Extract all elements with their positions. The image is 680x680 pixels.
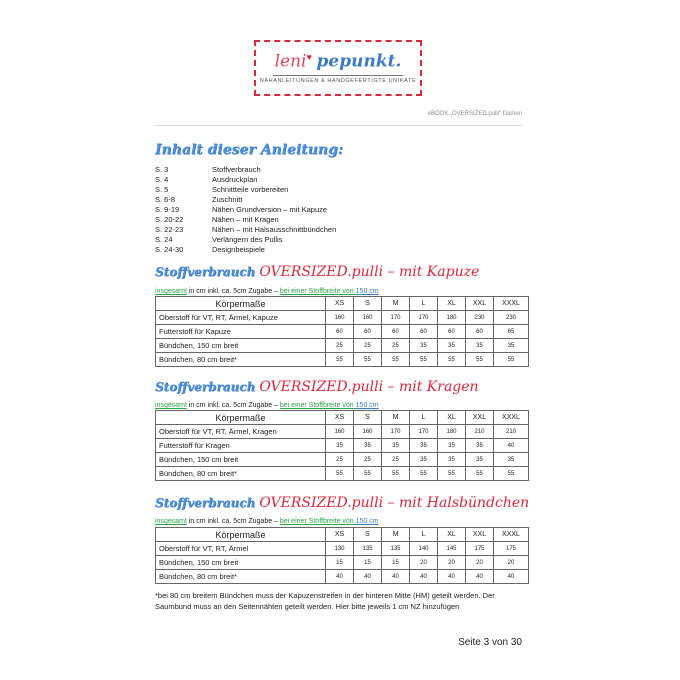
row-label: Oberstoff für VT, RT, Ärmel, Kragen [156, 425, 326, 439]
row-value: 170 [410, 311, 438, 325]
section-name: OVERSIZED.pulli – mit Kragen [259, 379, 479, 395]
table-header-row [156, 411, 529, 425]
header-size: XL [438, 297, 466, 311]
header-body-measure: Körpermaße [156, 528, 326, 542]
header-size: S [354, 528, 382, 542]
fabric-note [155, 402, 379, 409]
toc-text: Designbeispiele [212, 245, 265, 254]
row-value: 60 [326, 325, 354, 339]
row-value: 20 [438, 556, 466, 570]
toc-item [155, 175, 336, 185]
row-value: 60 [382, 325, 410, 339]
table-row [156, 439, 529, 453]
row-value: 180 [438, 311, 466, 325]
row-value: 55 [494, 353, 529, 367]
row-label: Bündchen, 150 cm breit [156, 339, 326, 353]
fabric-table [155, 296, 529, 367]
row-value: 230 [494, 311, 529, 325]
section-name: OVERSIZED.pulli – mit Halsbündchen [259, 495, 530, 511]
row-value: 40 [494, 439, 529, 453]
row-value: 35 [382, 439, 410, 453]
header-size: XS [326, 528, 354, 542]
toc-page: S. 5 [155, 185, 169, 194]
note-text: in cm inkl. ca. 5cm Zugabe – [186, 402, 280, 409]
row-value: 35 [410, 339, 438, 353]
table-row [156, 353, 529, 367]
footnote: *bei 80 cm breitem Bündchen muss der Kapuzenstreifen in der hinteren Mitte (HM) geteilt werden. Der Saumbund muss an den Seitennähten geteilt werden. Hier bitte jeweils 1 cm NZ hinzufügen [155, 591, 495, 611]
row-value: 40 [494, 570, 529, 584]
heart-icon: ♥ [306, 52, 312, 62]
fabric-note [155, 288, 379, 295]
row-label: Bündchen, 80 cm breit* [156, 467, 326, 481]
toc-page: S. 9-19 [155, 205, 180, 214]
section-heading [155, 494, 529, 512]
table-row [156, 453, 529, 467]
row-value: 15 [326, 556, 354, 570]
row-value: 55 [354, 467, 382, 481]
row-value: 25 [382, 453, 410, 467]
section-label: Stoffverbrauch [155, 380, 256, 394]
row-value: 170 [382, 311, 410, 325]
row-value: 40 [382, 570, 410, 584]
row-value: 175 [466, 542, 494, 556]
row-value: 55 [438, 467, 466, 481]
row-value: 135 [382, 542, 410, 556]
toc-text: Verlängern des Pullis [212, 235, 283, 244]
note-total: insgesamt [155, 518, 187, 525]
row-value: 40 [438, 570, 466, 584]
row-value: 135 [354, 542, 382, 556]
row-label: Futterstoff für Kapuze [156, 325, 326, 339]
row-value: 35 [438, 453, 466, 467]
row-value: 25 [326, 339, 354, 353]
row-value: 40 [326, 570, 354, 584]
section-heading [155, 378, 479, 396]
header-body-measure: Körpermaße [156, 297, 326, 311]
fabric-table [155, 410, 529, 481]
header-size: S [354, 297, 382, 311]
row-value: 55 [466, 353, 494, 367]
toc-text: Nähen – mit Kragen [212, 215, 279, 224]
note-width: bei einer Stoffbreite von [279, 288, 356, 295]
row-value: 160 [326, 311, 354, 325]
row-value: 55 [326, 353, 354, 367]
header-divider [155, 125, 523, 126]
toc-page: S. 22-23 [155, 225, 184, 234]
header-size: XXL [466, 297, 494, 311]
row-value: 35 [466, 339, 494, 353]
header-size: XXL [466, 528, 494, 542]
header-size: XXXL [494, 411, 529, 425]
section-label: Stoffverbrauch [155, 496, 256, 510]
section-label: Stoffverbrauch [155, 265, 256, 279]
row-value: 55 [438, 353, 466, 367]
toc-page: S. 24 [155, 235, 173, 244]
header-size: XXXL [494, 528, 529, 542]
toc-item [155, 165, 336, 175]
toc-text: Ausdruckplan [212, 175, 258, 184]
note-text: in cm inkl. ca. 5cm Zugabe – [186, 518, 280, 525]
header-body-measure: Körpermaße [156, 411, 326, 425]
row-value: 210 [466, 425, 494, 439]
row-value: 170 [410, 425, 438, 439]
toc-text: Nähen Grundversion – mit Kapuze [212, 205, 328, 214]
row-value: 35 [438, 339, 466, 353]
row-label: Oberstoff für VT, RT, Ärmel [156, 542, 326, 556]
row-value: 25 [326, 453, 354, 467]
row-value: 140 [410, 542, 438, 556]
row-value: 55 [466, 467, 494, 481]
note-text: in cm inkl. ca. 5cm Zugabe – [186, 288, 280, 295]
table-header-row [156, 297, 529, 311]
logo-wordmark [256, 48, 420, 71]
logo-subtitle: NÄHANLEITUNGEN & HANDGEFERTIGTE UNIKATE [259, 77, 417, 84]
toc-item [155, 245, 336, 255]
note-total: insgesamt [155, 402, 187, 409]
toc-heading: Inhalt dieser Anleitung: [155, 142, 344, 158]
row-value: 35 [466, 453, 494, 467]
row-label: Futterstoff für Kragen [156, 439, 326, 453]
toc-text: Schnittteile vorbereiten [212, 185, 289, 194]
toc-page: S. 24-30 [155, 245, 184, 254]
header-size: M [382, 411, 410, 425]
ebook-label: eBOOK „OVERSIZED.pulli“ Damen [427, 111, 522, 117]
row-value: 55 [410, 353, 438, 367]
row-value: 60 [438, 325, 466, 339]
note-width: bei einer Stoffbreite von [279, 518, 356, 525]
row-value: 175 [494, 542, 529, 556]
table-row [156, 325, 529, 339]
row-value: 55 [354, 353, 382, 367]
table-row [156, 425, 529, 439]
row-value: 35 [410, 453, 438, 467]
toc-text: Zuschnitt [212, 195, 243, 204]
logo-divider [273, 75, 403, 76]
table-of-contents [155, 165, 336, 255]
table-row [156, 556, 529, 570]
row-value: 180 [438, 425, 466, 439]
toc-item [155, 235, 336, 245]
toc-item [155, 205, 336, 215]
row-value: 145 [438, 542, 466, 556]
toc-page: S. 3 [155, 165, 169, 174]
header-size: XXXL [494, 297, 529, 311]
header-size: L [410, 411, 438, 425]
row-value: 35 [494, 339, 529, 353]
table-header-row [156, 528, 529, 542]
toc-item [155, 195, 336, 205]
row-value: 40 [354, 570, 382, 584]
brand-logo [254, 40, 422, 96]
toc-page: S. 20-22 [155, 215, 184, 224]
fabric-note [155, 518, 379, 525]
row-value: 35 [466, 439, 494, 453]
row-value: 25 [354, 453, 382, 467]
row-value: 130 [326, 542, 354, 556]
header-size: XXL [466, 411, 494, 425]
toc-page: S. 6-8 [155, 195, 176, 204]
row-value: 20 [466, 556, 494, 570]
toc-item [155, 215, 336, 225]
row-value: 40 [466, 570, 494, 584]
table-row [156, 542, 529, 556]
row-value: 25 [382, 339, 410, 353]
table-row [156, 570, 529, 584]
row-value: 35 [410, 439, 438, 453]
row-value: 160 [326, 425, 354, 439]
row-value: 55 [326, 467, 354, 481]
row-value: 60 [410, 325, 438, 339]
row-value: 35 [354, 439, 382, 453]
table-row [156, 311, 529, 325]
row-value: 210 [494, 425, 529, 439]
header-size: XS [326, 297, 354, 311]
row-value: 20 [494, 556, 529, 570]
header-size: XL [438, 411, 466, 425]
row-label: Bündchen, 150 cm breit [156, 453, 326, 467]
note-width-value: 150 cm [355, 518, 379, 525]
row-value: 20 [410, 556, 438, 570]
row-value: 60 [354, 325, 382, 339]
row-value: 55 [382, 467, 410, 481]
header-size: M [382, 528, 410, 542]
row-value: 35 [326, 439, 354, 453]
header-size: S [354, 411, 382, 425]
header-size: L [410, 297, 438, 311]
section-name: OVERSIZED.pulli – mit Kapuze [259, 264, 480, 280]
row-value: 35 [438, 439, 466, 453]
header-size: M [382, 297, 410, 311]
row-value: 230 [466, 311, 494, 325]
row-value: 15 [382, 556, 410, 570]
row-value: 60 [466, 325, 494, 339]
row-label: Bündchen, 150 cm breit [156, 556, 326, 570]
row-label: Oberstoff für VT, RT, Ärmel, Kapuze [156, 311, 326, 325]
row-value: 35 [494, 453, 529, 467]
row-value: 55 [410, 467, 438, 481]
toc-text: Stoffverbrauch [212, 165, 261, 174]
row-value: 160 [354, 311, 382, 325]
toc-text: Nähen – mit Halsausschnittbündchen [212, 225, 337, 234]
row-label: Bündchen, 80 cm breit* [156, 570, 326, 584]
table-row [156, 339, 529, 353]
row-value: 40 [410, 570, 438, 584]
row-value: 55 [494, 467, 529, 481]
note-width-value: 150 cm [355, 402, 379, 409]
fabric-table [155, 527, 529, 584]
row-label: Bündchen, 80 cm breit* [156, 353, 326, 367]
header-size: XS [326, 411, 354, 425]
row-value: 65 [494, 325, 529, 339]
note-width: bei einer Stoffbreite von [279, 402, 356, 409]
toc-page: S. 4 [155, 175, 169, 184]
header-size: L [410, 528, 438, 542]
row-value: 15 [354, 556, 382, 570]
toc-item [155, 185, 336, 195]
header-size: XL [438, 528, 466, 542]
table-row [156, 467, 529, 481]
row-value: 160 [354, 425, 382, 439]
page-number: Seite 3 von 30 [458, 637, 522, 648]
note-width-value: 150 cm [355, 288, 379, 295]
toc-item [155, 225, 336, 235]
logo-word-2: pepunkt. [316, 51, 402, 72]
logo-word-1: leni [274, 51, 307, 72]
row-value: 25 [354, 339, 382, 353]
row-value: 55 [382, 353, 410, 367]
note-total: insgesamt [155, 288, 187, 295]
row-value: 170 [382, 425, 410, 439]
section-heading [155, 263, 479, 281]
